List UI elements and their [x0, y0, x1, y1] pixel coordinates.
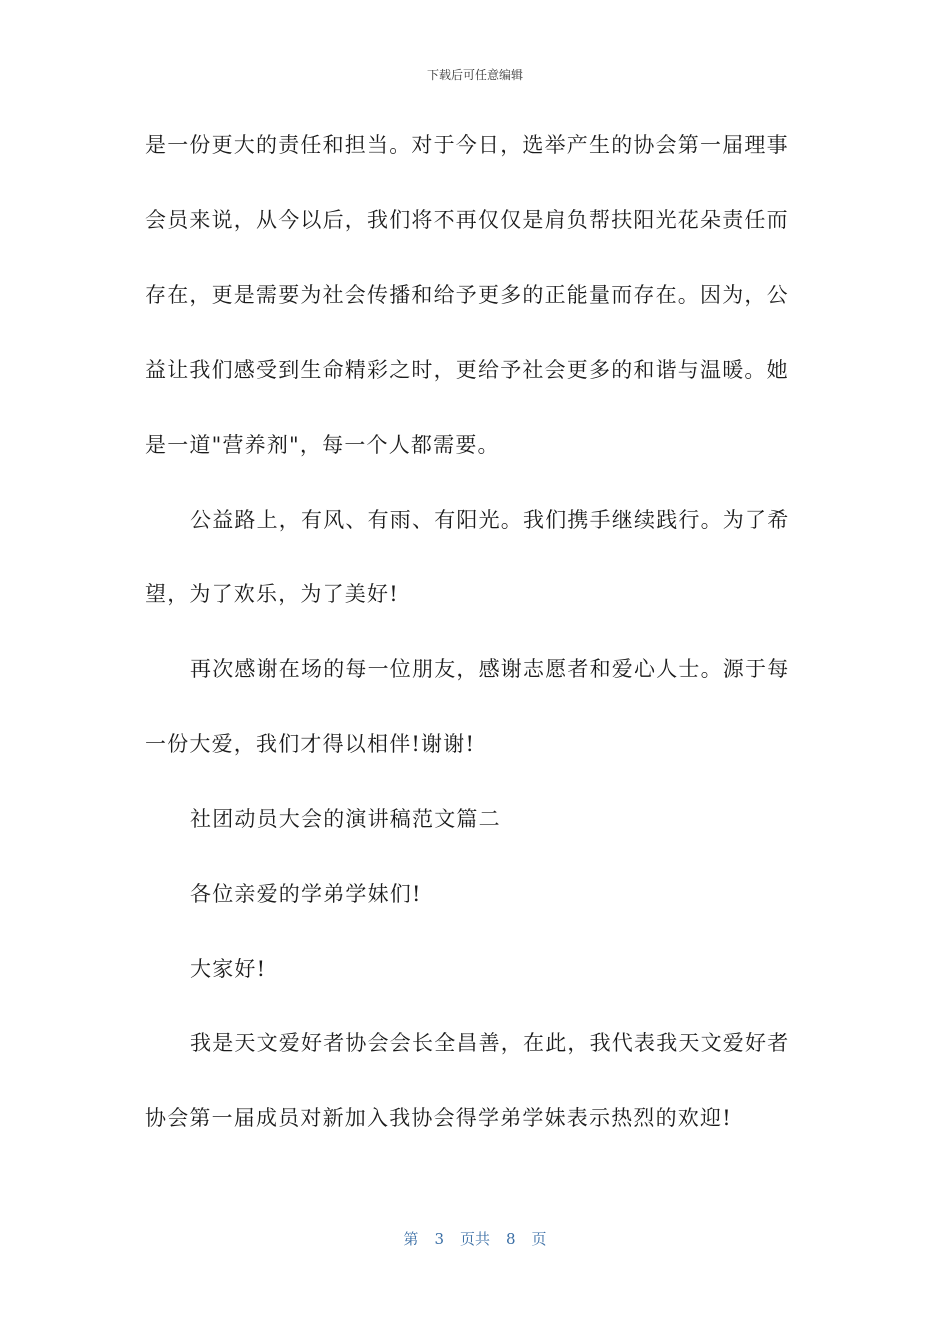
text-line: 会员来说，从今以后，我们将不再仅仅是肩负帮扶阳光花朵责任而: [145, 208, 789, 232]
text-line: 存在，更是需要为社会传播和给予更多的正能量而存在。因为，公: [145, 283, 789, 307]
text-line: 各位亲爱的学弟学妹们!: [190, 882, 422, 906]
text-line: 望，为了欢乐，为了美好!: [145, 582, 399, 606]
page-suffix: 页: [531, 1230, 547, 1248]
text-line: 我是天文爱好者协会会长全昌善，在此，我代表我天文爱好者: [190, 1031, 790, 1055]
text-line: 再次感谢在场的每一位朋友，感谢志愿者和爱心人士。源于每: [190, 657, 790, 681]
text-line: 公益路上，有风、有雨、有阳光。我们携手继续践行。为了希: [190, 508, 790, 532]
current-page-number: 3: [434, 1230, 444, 1248]
text-line: 是一道"营养剂"，每一个人都需要。: [145, 433, 500, 457]
page-footer: [0, 1228, 950, 1249]
text-line: 一份大爱，我们才得以相伴!谢谢!: [145, 732, 476, 756]
page-header: 下载后可任意编辑: [426, 68, 523, 82]
text-line: 协会第一届成员对新加入我协会得学弟学妹表示热烈的欢迎!: [145, 1106, 732, 1130]
section-heading: 社团动员大会的演讲稿范文篇二: [190, 807, 501, 831]
text-line: 大家好!: [190, 957, 267, 981]
page-prefix: 第: [403, 1230, 419, 1248]
text-line: 是一份更大的责任和担当。对于今日，选举产生的协会第一届理事: [145, 133, 789, 157]
total-pages-number: 8: [506, 1230, 516, 1248]
page-middle: 页共: [459, 1230, 490, 1248]
text-line: 益让我们感受到生命精彩之时，更给予社会更多的和谐与温暖。她: [145, 358, 789, 382]
